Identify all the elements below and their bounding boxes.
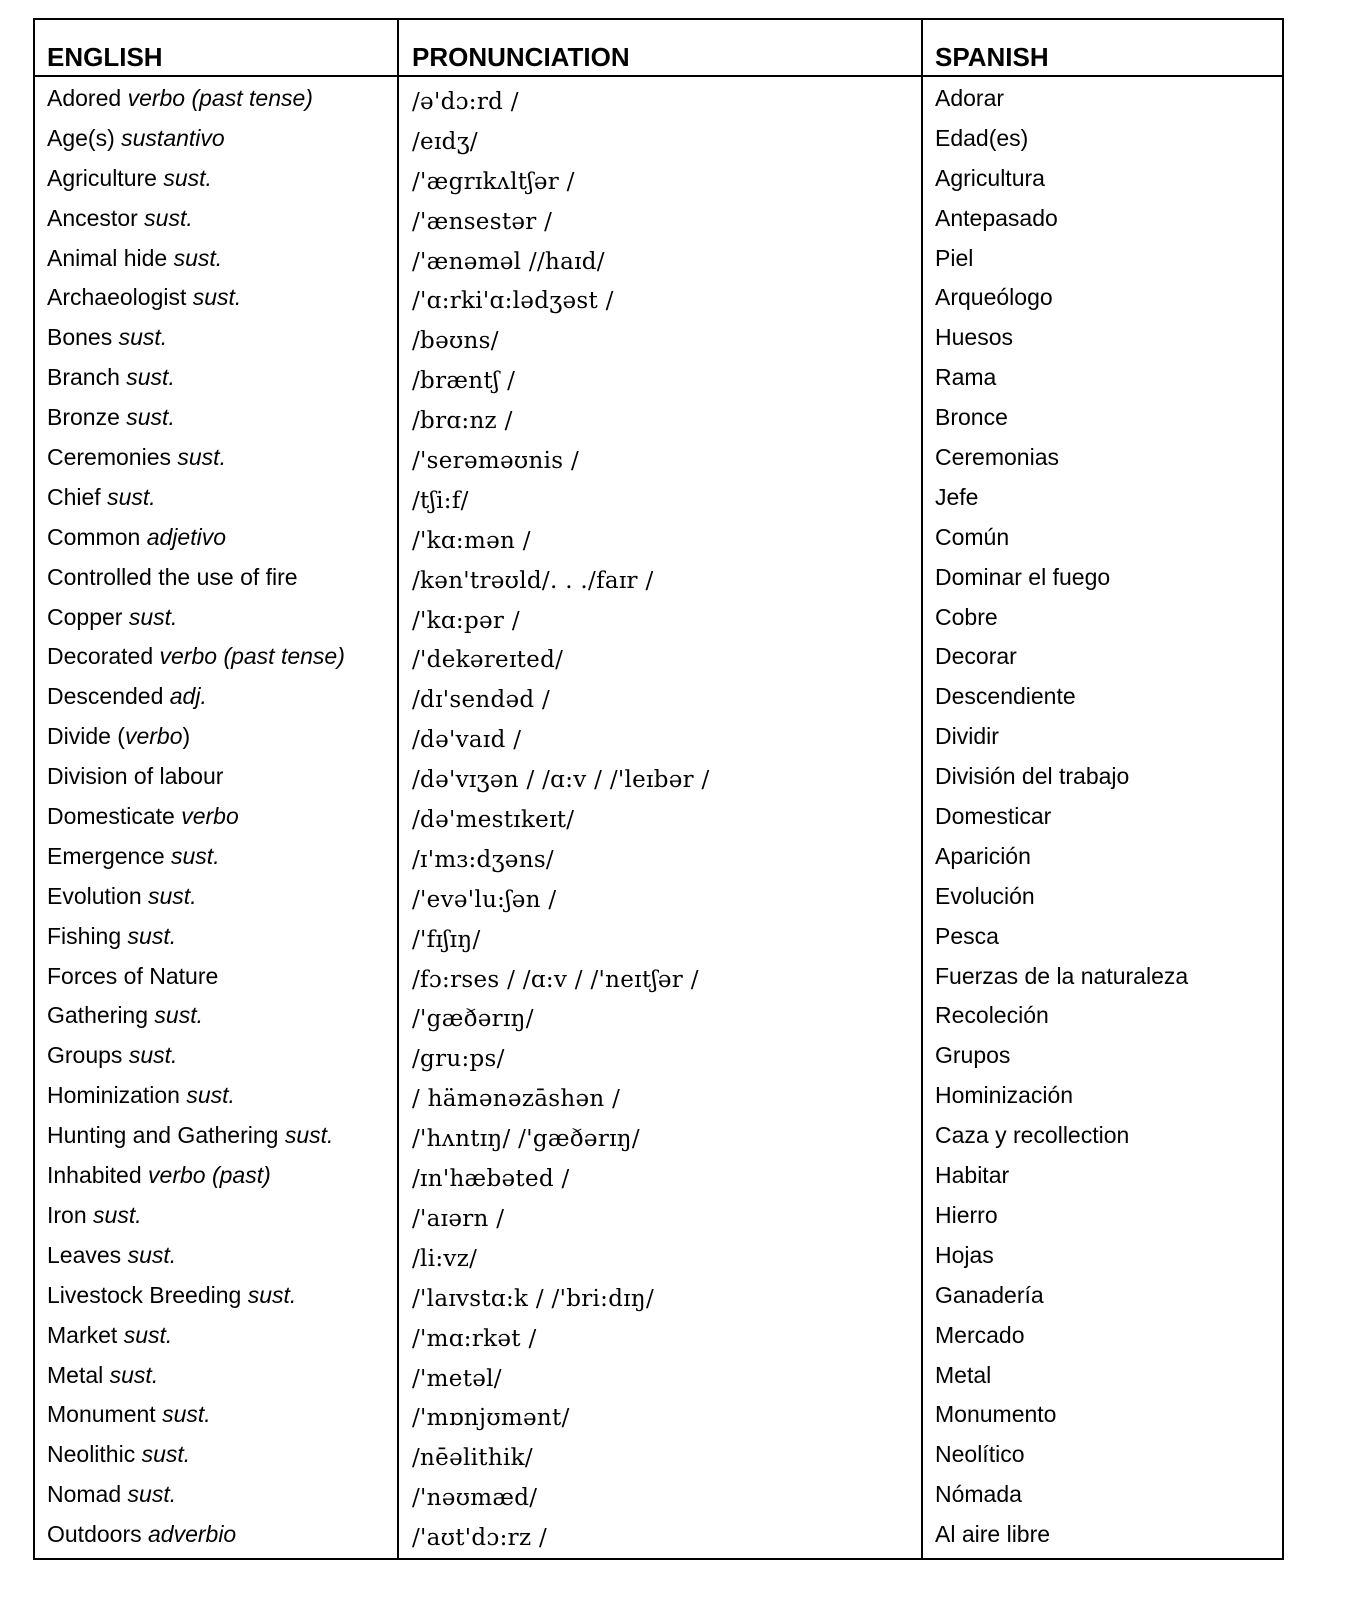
pronunciation-cell: /'dekəreɪted/ <box>412 647 564 674</box>
pronunciation-cell: /fɔ:rses / /ɑ:v / /'neɪtʃər / <box>412 966 699 993</box>
spanish-cell: Hierro <box>935 1201 998 1228</box>
spanish-cell: Descendiente <box>935 683 1076 710</box>
english-cell <box>47 916 176 956</box>
spanish-cell: Al aire libre <box>935 1521 1051 1548</box>
grammar-label: sust. <box>118 324 168 351</box>
english-cell <box>47 517 226 557</box>
grammar-label: sust. <box>123 1321 173 1348</box>
english-word: Fishing <box>47 922 128 949</box>
grammar-label: sust. <box>109 1361 159 1388</box>
grammar-label: verbo <box>124 723 183 750</box>
grammar-label: sust. <box>144 204 193 231</box>
english-cell <box>47 78 313 118</box>
pronunciation-cell: /'kɑ:pər / <box>412 607 520 634</box>
table-row <box>35 1115 1282 1155</box>
pronunciation-cell: /dɪ'sendəd / <box>412 687 551 714</box>
english-word: Ancestor <box>47 204 145 231</box>
table-row <box>35 238 1282 278</box>
grammar-label: verbo (past) <box>148 1162 271 1189</box>
english-cell <box>47 477 156 517</box>
table-row <box>35 1035 1282 1075</box>
grammar-label: verbo (past tense) <box>159 643 345 670</box>
spanish-cell: Domesticar <box>935 803 1052 830</box>
table-row <box>35 1195 1282 1235</box>
pronunciation-cell: /'fɪʃɪŋ/ <box>412 926 481 953</box>
grammar-label: sust. <box>284 1122 334 1149</box>
pronunciation-cell: /'ægrɪkʌltʃər / <box>412 168 575 195</box>
english-word: Common <box>47 523 147 550</box>
table-row <box>35 1434 1282 1474</box>
spanish-cell: Edad(es) <box>935 124 1029 151</box>
pronunciation-cell: /'metəl/ <box>412 1365 502 1392</box>
english-word: Division of labour <box>47 763 224 790</box>
english-cell <box>47 716 190 756</box>
grammar-label: sust. <box>171 842 220 869</box>
header-spanish: SPANISH <box>935 42 1049 72</box>
table-row <box>35 397 1282 437</box>
table-row <box>35 118 1282 158</box>
spanish-cell: Pesca <box>935 922 999 949</box>
english-word: Hominization <box>47 1082 187 1109</box>
spanish-cell: Dominar el fuego <box>935 563 1111 590</box>
spanish-cell: Grupos <box>935 1042 1011 1069</box>
table-row <box>35 1235 1282 1275</box>
pronunciation-cell: /'serəməʊnis / <box>412 448 580 475</box>
english-word: Bones <box>47 324 119 351</box>
vocabulary-table <box>33 18 1284 1560</box>
grammar-label: sust. <box>127 1481 177 1508</box>
pronunciation-cell: /bəʊns/ <box>412 328 499 355</box>
english-word: Ceremonies <box>47 444 178 471</box>
table-row <box>35 317 1282 357</box>
pronunciation-cell: /də'vaɪd / <box>412 727 522 754</box>
english-word: Decorated <box>47 643 160 670</box>
spanish-cell: Jefe <box>935 483 979 510</box>
english-cell <box>47 1315 172 1355</box>
english-word: Gathering <box>47 1002 155 1029</box>
english-word: Evolution <box>47 882 149 909</box>
pronunciation-cell: /'gæðərɪŋ/ <box>412 1006 534 1033</box>
english-cell <box>47 796 239 836</box>
english-word: Iron <box>47 1201 94 1228</box>
table-row <box>35 198 1282 238</box>
table-row <box>35 277 1282 317</box>
grammar-label: sust. <box>126 404 175 431</box>
spanish-cell: Común <box>935 523 1010 550</box>
pronunciation-cell: /ə'dɔ:rd / <box>412 89 519 115</box>
english-word: Animal hide <box>47 244 174 271</box>
english-word: Branch <box>47 364 127 391</box>
spanish-cell: Huesos <box>935 324 1013 351</box>
pronunciation-cell: /'aɪərn / <box>412 1205 505 1232</box>
english-cell <box>47 836 220 876</box>
header-english: ENGLISH <box>47 42 163 72</box>
english-cell <box>47 317 167 357</box>
english-cell <box>47 557 298 597</box>
grammar-label: verbo (past tense) <box>127 85 313 111</box>
table-row <box>35 716 1282 756</box>
english-word: Adored <box>47 85 128 111</box>
grammar-label: sustantivo <box>121 124 225 151</box>
spanish-cell: Bronce <box>935 404 1008 431</box>
english-cell <box>47 118 225 158</box>
table-body <box>35 78 1282 1554</box>
table-row <box>35 1155 1282 1195</box>
pronunciation-cell: /'kɑ:mən / <box>412 527 531 554</box>
pronunciation-cell: /bræntʃ / <box>412 368 516 395</box>
english-cell <box>47 1035 177 1075</box>
grammar-label: sust. <box>126 364 175 391</box>
english-cell <box>47 1115 333 1155</box>
pronunciation-cell: / hämənəzāshən / <box>412 1086 621 1113</box>
english-word: Forces of Nature <box>47 962 219 989</box>
table-row <box>35 78 1282 118</box>
pronunciation-cell: /'ænəməl //haɪd/ <box>412 248 605 275</box>
table-row <box>35 1474 1282 1514</box>
english-cell <box>47 357 175 397</box>
pronunciation-cell: /tʃi:f/ <box>412 487 469 514</box>
pronunciation-cell: /'laɪvstɑ:k / /'bri:dɪŋ/ <box>412 1285 655 1312</box>
english-word: Agriculture <box>47 164 164 191</box>
english-word: Copper <box>47 603 129 630</box>
english-word: Bronze <box>47 404 127 431</box>
table-row <box>35 1355 1282 1395</box>
pronunciation-cell: /ɪn'hæbəted / <box>412 1166 570 1193</box>
grammar-label: adverbio <box>148 1521 237 1548</box>
table-row <box>35 158 1282 198</box>
table-row <box>35 477 1282 517</box>
pronunciation-cell: /'ænsestər / <box>412 208 553 235</box>
pronunciation-cell: /li:vz/ <box>412 1245 478 1272</box>
spanish-cell: Dividir <box>935 723 999 750</box>
spanish-cell: Adorar <box>935 85 1005 111</box>
spanish-cell: Recoleción <box>935 1002 1049 1029</box>
spanish-cell: Habitar <box>935 1162 1010 1189</box>
english-word-tail: ) <box>182 723 191 750</box>
english-cell <box>47 397 175 437</box>
english-word: Descended <box>47 683 170 710</box>
english-word: Hunting and Gathering <box>47 1122 285 1149</box>
english-cell <box>47 876 197 916</box>
table-row <box>35 1275 1282 1315</box>
grammar-label: sust. <box>127 922 177 949</box>
table-row <box>35 517 1282 557</box>
english-word: Monument <box>47 1401 163 1428</box>
pronunciation-cell: /eɪdʒ/ <box>412 128 478 155</box>
spanish-cell: Ceremonias <box>935 444 1059 471</box>
english-cell <box>47 1355 158 1395</box>
spanish-cell: Rama <box>935 364 997 391</box>
table-row <box>35 916 1282 956</box>
grammar-label: verbo <box>181 803 239 830</box>
english-word: Leaves <box>47 1241 128 1268</box>
english-cell <box>47 238 222 278</box>
english-word: Emergence <box>47 842 172 869</box>
english-word: Market <box>47 1321 124 1348</box>
pronunciation-cell: /ɪ'mɜ:dʒəns/ <box>412 846 554 873</box>
english-cell <box>47 1474 176 1514</box>
pronunciation-cell: /kən'trəʊld/. . ./faɪr / <box>412 567 654 594</box>
pronunciation-cell: /'hʌntɪŋ/ /'gæðərɪŋ/ <box>412 1126 640 1153</box>
pronunciation-cell: /brɑ:nz / <box>412 408 513 435</box>
grammar-label: adj. <box>169 683 207 710</box>
english-word: Age(s) <box>47 124 122 151</box>
english-cell <box>47 198 193 238</box>
grammar-label: sust. <box>154 1002 203 1029</box>
grammar-label: sust. <box>148 882 197 909</box>
grammar-label: adjetivo <box>146 523 226 550</box>
table-row <box>35 836 1282 876</box>
pronunciation-cell: /'ɑ:rki'ɑ:lədʒəst / <box>412 288 614 315</box>
english-cell <box>47 1514 236 1554</box>
english-cell <box>47 1235 176 1275</box>
english-cell <box>47 1434 190 1474</box>
pronunciation-cell: /'mɑ:rkət / <box>412 1325 537 1352</box>
grammar-label: sust. <box>128 1042 178 1069</box>
english-word: Domesticate <box>47 803 182 830</box>
spanish-cell: Cobre <box>935 603 998 630</box>
spanish-cell: Mercado <box>935 1321 1025 1348</box>
grammar-label: sust. <box>128 603 178 630</box>
english-cell <box>47 158 212 198</box>
english-cell <box>47 1275 296 1315</box>
spanish-cell: Nómada <box>935 1481 1022 1508</box>
grammar-label: sust. <box>107 483 156 510</box>
header-pronunciation: PRONUNCIATION <box>412 42 630 72</box>
english-word: Controlled the use of fire <box>47 563 298 590</box>
grammar-label: sust. <box>247 1281 297 1308</box>
pronunciation-cell: /'mɒnjʊmənt/ <box>412 1405 570 1432</box>
english-cell <box>47 636 345 676</box>
table-row <box>35 676 1282 716</box>
table-row <box>35 876 1282 916</box>
spanish-cell: Monumento <box>935 1401 1057 1428</box>
spanish-cell: Neolítico <box>935 1441 1025 1468</box>
english-word: Inhabited <box>47 1162 149 1189</box>
english-cell <box>47 956 218 996</box>
spanish-cell: Aparición <box>935 842 1031 869</box>
english-word: Livestock Breeding <box>47 1281 248 1308</box>
english-word: Outdoors <box>47 1521 148 1548</box>
table-row <box>35 557 1282 597</box>
english-cell <box>47 756 223 796</box>
table-row <box>35 1075 1282 1115</box>
grammar-label: sust. <box>93 1201 142 1228</box>
spanish-cell: Hominización <box>935 1082 1074 1109</box>
grammar-label: sust. <box>163 164 212 191</box>
english-cell <box>47 277 241 317</box>
grammar-label: sust. <box>173 244 223 271</box>
grammar-label: sust. <box>162 1401 211 1428</box>
table-row <box>35 756 1282 796</box>
english-cell <box>47 1155 271 1195</box>
spanish-cell: Fuerzas de la naturaleza <box>935 962 1189 989</box>
english-cell <box>47 597 177 637</box>
table-row <box>35 1315 1282 1355</box>
table-row <box>35 357 1282 397</box>
english-word: Chief <box>47 483 108 510</box>
pronunciation-cell: /nēəlithik/ <box>412 1445 533 1472</box>
grammar-label: sust. <box>186 1082 235 1109</box>
table-row <box>35 1514 1282 1554</box>
english-cell <box>47 1075 235 1115</box>
spanish-cell: Agricultura <box>935 164 1045 191</box>
english-cell <box>47 1195 142 1235</box>
pronunciation-cell: /də'mestɪkeɪt/ <box>412 807 575 834</box>
spanish-cell: División del trabajo <box>935 763 1130 790</box>
table-row <box>35 995 1282 1035</box>
spanish-cell: Decorar <box>935 643 1017 670</box>
english-word: Neolithic <box>47 1441 142 1468</box>
english-word: Nomad <box>47 1481 128 1508</box>
pronunciation-cell: /'evə'lu:ʃən / <box>412 886 557 913</box>
header-divider <box>35 75 1282 77</box>
english-cell <box>47 1394 211 1434</box>
table-row <box>35 796 1282 836</box>
table-row <box>35 597 1282 637</box>
spanish-cell: Antepasado <box>935 204 1058 231</box>
english-word: Groups <box>47 1042 129 1069</box>
pronunciation-cell: /də'vɪʒən / /ɑ:v / /'leɪbər / <box>412 767 710 794</box>
spanish-cell: Ganadería <box>935 1281 1044 1308</box>
english-cell <box>47 676 207 716</box>
english-word: Divide ( <box>47 723 125 750</box>
english-cell <box>47 437 226 477</box>
table-row <box>35 956 1282 996</box>
spanish-cell: Arqueólogo <box>935 284 1053 311</box>
pronunciation-cell: /gru:ps/ <box>412 1046 505 1073</box>
spanish-cell: Metal <box>935 1361 992 1388</box>
table-row <box>35 437 1282 477</box>
english-cell <box>47 995 203 1035</box>
spanish-cell: Evolución <box>935 882 1035 909</box>
grammar-label: sust. <box>127 1241 177 1268</box>
spanish-cell: Piel <box>935 244 974 271</box>
english-word: Archaeologist <box>47 284 193 311</box>
pronunciation-cell: /'aʊt'dɔ:rz / <box>412 1525 548 1552</box>
pronunciation-cell: /'nəʊmæd/ <box>412 1485 538 1512</box>
grammar-label: sust. <box>141 1441 191 1468</box>
grammar-label: sust. <box>192 284 242 311</box>
table-row <box>35 636 1282 676</box>
spanish-cell: Caza y recollection <box>935 1122 1130 1149</box>
english-word: Metal <box>47 1361 110 1388</box>
table-row <box>35 1394 1282 1434</box>
spanish-cell: Hojas <box>935 1241 994 1268</box>
grammar-label: sust. <box>177 444 226 471</box>
